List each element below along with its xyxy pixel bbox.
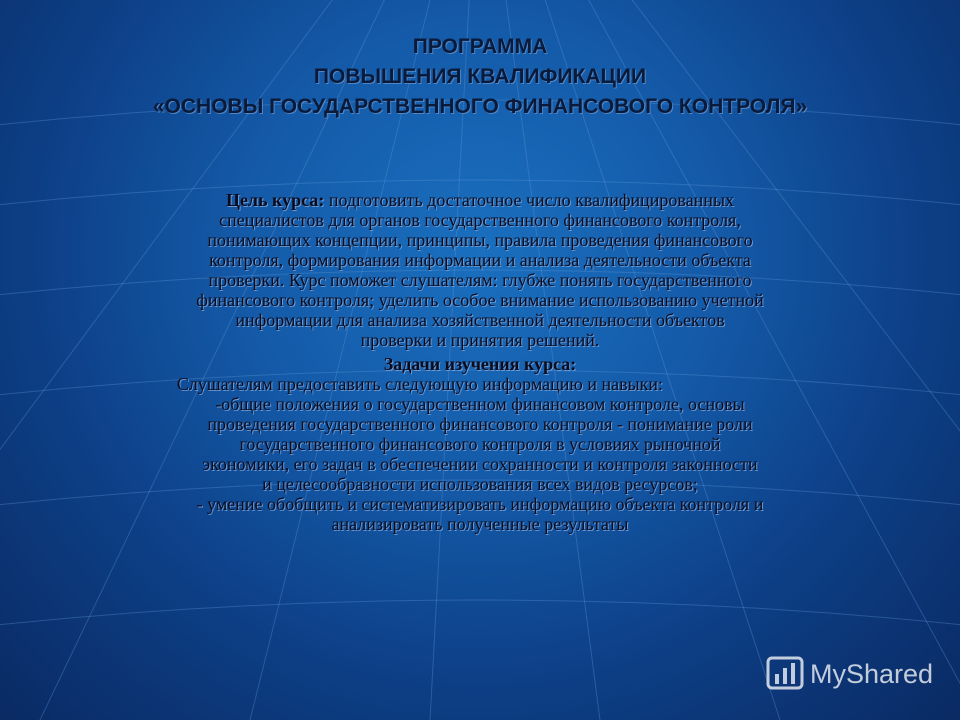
task-line: проведения государственного финансового контроля - понимание роли xyxy=(207,414,753,434)
task-line: -общие положения о государственном финансовом контроле, основы xyxy=(215,394,745,414)
title-line-3: «ОСНОВЫ ГОСУДАРСТВЕННОГО ФИНАНСОВОГО КОНТРОЛЯ» xyxy=(152,95,808,118)
task-line: государственного финансового контроля в условиях рыночной xyxy=(239,434,721,454)
task-line: экономики, его задач в обеспечении сохранности и контроля законности xyxy=(202,454,758,474)
goal-line: специалистов для органов государственного финансового контроля, xyxy=(219,210,741,230)
goal-paragraph xyxy=(40,190,920,350)
goal-line: подготовить достаточное число квалифицированных xyxy=(324,190,735,210)
slide-title xyxy=(0,32,960,122)
watermark-logo xyxy=(766,656,933,692)
goal-line: контроля, формирования информации и анализа деятельности объекта xyxy=(209,250,751,270)
task-item-1 xyxy=(40,394,920,494)
presentation-icon xyxy=(766,656,804,692)
task-line: - умение обобщить и систематизировать информацию объекта контроля и xyxy=(196,494,764,514)
task-line: анализировать полученные результаты xyxy=(331,514,629,534)
title-line-1: ПРОГРАММА xyxy=(412,35,548,58)
tasks-heading: Задачи изучения курса: xyxy=(383,354,577,374)
watermark-text: MyShared xyxy=(810,658,934,689)
task-line: и целесообразности использования всех видов ресурсов; xyxy=(262,474,698,494)
tasks-intro: Слушателям предоставить следующую информацию и навыки: xyxy=(176,374,664,394)
goal-line: информации для анализа хозяйственной деятельности объектов xyxy=(235,310,725,330)
slide-body xyxy=(40,190,920,534)
goal-line: проверки. Курс поможет слушателям: глубже понять государственного xyxy=(208,270,752,290)
task-item-2 xyxy=(40,494,920,534)
goal-line: проверки и принятия решений. xyxy=(360,330,600,350)
goal-line: понимающих концепции, принципы, правила проведения финансового xyxy=(207,230,753,250)
goal-line: финансового контроля; уделить особое внимание использованию учетной xyxy=(196,290,764,310)
title-line-2: ПОВЫШЕНИЯ КВАЛИФИКАЦИИ xyxy=(313,65,647,88)
goal-label: Цель курса: xyxy=(225,190,325,210)
